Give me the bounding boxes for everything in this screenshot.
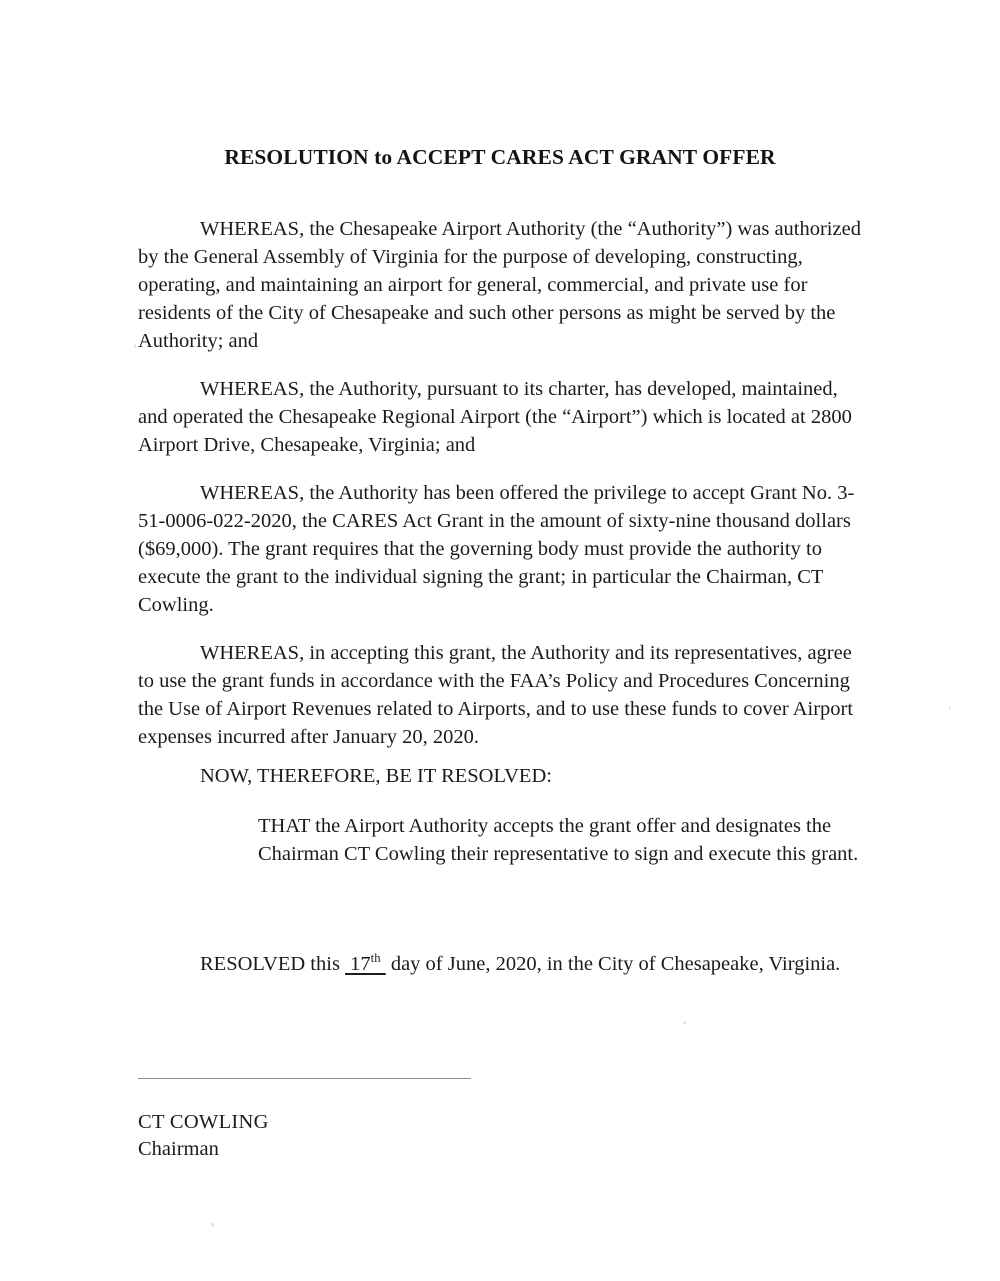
document-body [138,0,862,1163]
resolved-day-number: 17 [350,952,371,975]
resolved-date-suffix: day of June, 2020, in the City of Chesapeake, Virginia. [385,952,841,975]
resolved-day-suffix: th [370,950,381,965]
whereas-paragraph-2: WHEREAS, the Authority, pursuant to its charter, has developed, maintained, and operated the Chesapeake Regional Airport (the “Airport”) which is located at 2800 Airport Drive, Chesapeake, Virginia; and [138,377,852,456]
resolved-date-value [345,950,386,975]
resolved-date-prefix: RESOLVED this [200,952,346,975]
page-title: RESOLUTION to ACCEPT CARES ACT GRANT OFFER [224,145,776,169]
resolution-heading: NOW, THEREFORE, BE IT RESOLVED: [200,764,552,787]
signature-rule [138,1078,471,1079]
whereas-paragraph-1: WHEREAS, the Chesapeake Airport Authority (the “Authority”) was authorized by the General Assembly of Virginia for the purpose of developing, constructing, operating, and maintaining an airport for general, commercial, and private use for residents of the City of Chesapeake and such other persons as might be served by the Authority; and [138,217,861,352]
whereas-paragraph-3: WHEREAS, the Authority has been offered the privilege to accept Grant No. 3-51-0006-022-2020, the CARES Act Grant in the amount of sixty-nine thousand dollars ($69,000). The grant requires that the governing body must provide the authority to execute the grant to the individual signing the grant; in particular the Chairman, CT Cowling. [138,481,855,616]
signature-block [138,978,862,1163]
whereas-paragraph-4: WHEREAS, in accepting this grant, the Authority and its representatives, agree to use the grant funds in accordance with the FAA’s Policy and Procedures Concerning the Use of Airport Revenues related to Airports, and to use these funds to cover Airport expenses incurred after January 20, 2020. [138,641,854,748]
resolved-date-line [138,868,862,978]
scan-speckle [134,344,136,348]
signatory-role: Chairman [138,1137,219,1160]
whereas-clauses [138,215,862,751]
scan-speckle [211,1222,214,1227]
resolution-clause-body: THAT the Airport Authority accepts the grant offer and designates the Chairman CT Cowling their representative to sign and execute this grant. [258,814,859,865]
scan-speckle [949,707,951,710]
signatory-name: CT COWLING [138,1110,269,1133]
